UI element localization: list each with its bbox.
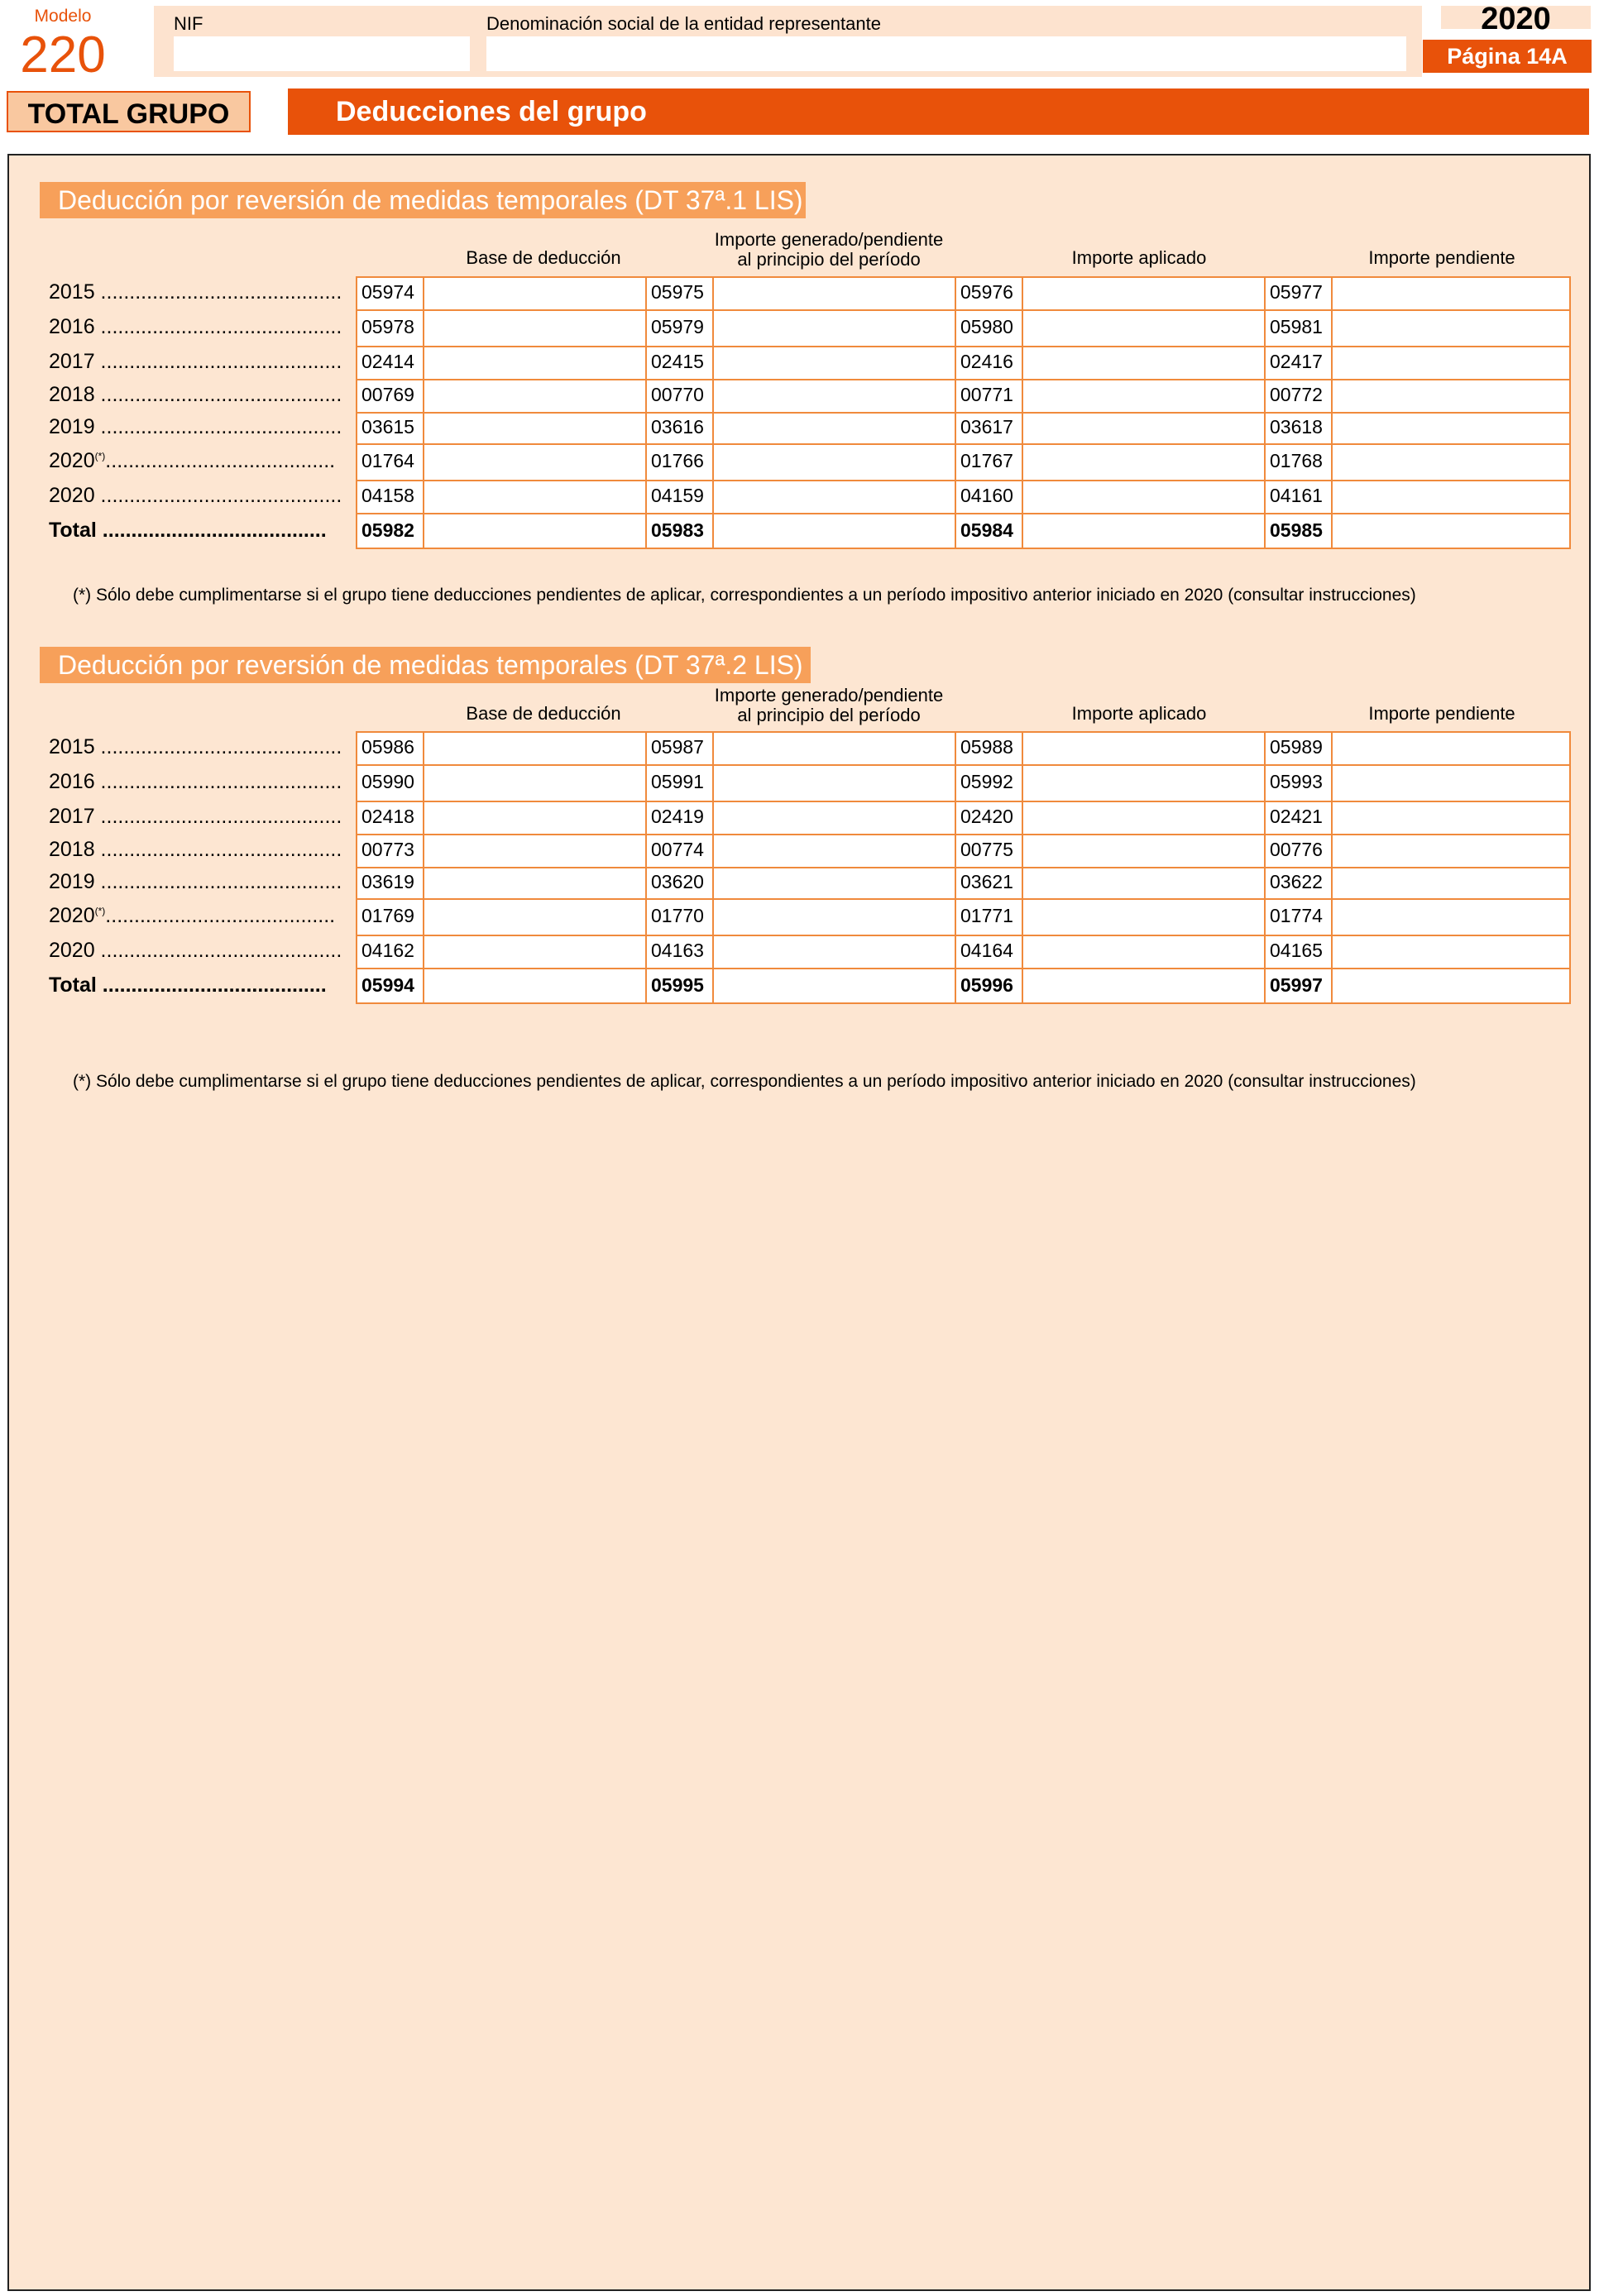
row-label: 2015 .......................................... (49, 280, 342, 304)
box-code: 03616 (651, 416, 704, 438)
box-code: 01771 (960, 905, 1013, 926)
amount-input[interactable] (715, 803, 953, 831)
amount-input[interactable] (715, 348, 953, 376)
row-label: 2017 .......................................... (49, 805, 342, 828)
row-label-year: 2020 (49, 904, 95, 927)
amount-input[interactable] (1333, 279, 1568, 307)
amount-input[interactable] (1333, 482, 1568, 510)
amount-input[interactable] (1333, 348, 1568, 376)
amount-input[interactable] (1024, 312, 1262, 343)
amount-input[interactable] (425, 279, 644, 307)
column-header-pendiente: Importe pendiente (1368, 247, 1515, 268)
column-header-generado-line2: al principio del período (737, 249, 921, 270)
amount-input[interactable] (1024, 901, 1262, 932)
column-header-aplicado: Importe aplicado (1071, 247, 1207, 268)
box-code: 00773 (361, 839, 414, 860)
box-code: 04164 (960, 940, 1013, 961)
amount-input[interactable] (1024, 869, 1262, 896)
nif-input[interactable] (174, 36, 470, 71)
amount-input[interactable] (715, 414, 953, 441)
footnote: (*) Sólo debe cumplimentarse si el grupo tiene deducciones pendientes de aplicar, correspondientes a un período impositivo anterior iniciado en 2020 (consultar instrucciones) (73, 1072, 1416, 1091)
box-code: 00776 (1270, 839, 1323, 860)
amount-input[interactable] (715, 767, 953, 798)
box-code: 05993 (1270, 771, 1323, 792)
box-code: 04159 (651, 485, 704, 506)
box-code: 05991 (651, 771, 704, 792)
amount-input[interactable] (425, 348, 644, 376)
section-title: Deducciones del grupo (288, 88, 1589, 135)
amount-input[interactable] (1024, 803, 1262, 831)
amount-input[interactable] (425, 970, 644, 1002)
amount-input[interactable] (1024, 767, 1262, 798)
row-label: 2019 .......................................... (49, 870, 342, 893)
box-code: 01764 (361, 450, 414, 471)
table-hline (356, 764, 1571, 766)
box-code: 05988 (960, 736, 1013, 758)
subsection-title: Deducción por reversión de medidas temporales (DT 37ª.2 LIS) (40, 647, 811, 683)
box-code: 05975 (651, 281, 704, 303)
box-code: 00772 (1270, 384, 1323, 405)
box-code: 02414 (361, 351, 414, 372)
amount-input[interactable] (715, 901, 953, 932)
box-code: 02421 (1270, 806, 1323, 827)
row-label: 2018 .......................................... (49, 383, 342, 406)
box-code: 05982 (361, 519, 414, 541)
row-label-footnote-mark: (*) (94, 450, 106, 462)
row-label: Total ....................................... (49, 519, 327, 542)
row-label-leader: ........................................ (105, 904, 336, 927)
box-code: 04160 (960, 485, 1013, 506)
table-hline (356, 346, 1571, 347)
box-code: 05989 (1270, 736, 1323, 758)
row-label: 2020 .......................................... (49, 939, 342, 962)
amount-input[interactable] (715, 482, 953, 510)
amount-input[interactable] (1024, 482, 1262, 510)
column-header-generado-line1: Importe generado/pendiente (714, 229, 944, 250)
amount-input[interactable] (715, 836, 953, 864)
amount-input[interactable] (1333, 836, 1568, 864)
amount-input[interactable] (425, 734, 644, 762)
amount-input[interactable] (1024, 279, 1262, 307)
amount-input[interactable] (425, 515, 644, 547)
column-header-base: Base de deducción (466, 703, 621, 724)
box-code: 01769 (361, 905, 414, 926)
amount-input[interactable] (425, 937, 644, 965)
table-hline (356, 898, 1571, 900)
amount-input[interactable] (715, 734, 953, 762)
amount-input[interactable] (715, 279, 953, 307)
box-code: 05984 (960, 519, 1013, 541)
box-code: 03618 (1270, 416, 1323, 438)
box-code: 00771 (960, 384, 1013, 405)
year: 2020 (1481, 2, 1551, 36)
box-code: 04162 (361, 940, 414, 961)
amount-input[interactable] (1333, 414, 1568, 441)
total-grupo-badge: TOTAL GRUPO (7, 91, 251, 132)
amount-input[interactable] (1333, 515, 1568, 547)
box-code: 02417 (1270, 351, 1323, 372)
table-hline (356, 412, 1571, 414)
table-hline (356, 834, 1571, 835)
box-code: 04163 (651, 940, 704, 961)
amount-input[interactable] (425, 381, 644, 409)
amount-input[interactable] (425, 312, 644, 343)
table-hline (356, 443, 1571, 445)
row-label-year: 2020 (49, 449, 95, 472)
amount-input[interactable] (1024, 734, 1262, 762)
box-code: 05974 (361, 281, 414, 303)
box-code: 03619 (361, 871, 414, 892)
box-code: 05978 (361, 316, 414, 337)
amount-input[interactable] (1333, 446, 1568, 477)
table-hline (356, 309, 1571, 311)
box-code: 05980 (960, 316, 1013, 337)
row-label: 2018 .......................................... (49, 838, 342, 861)
denominacion-input[interactable] (486, 36, 1406, 71)
box-code: 03617 (960, 416, 1013, 438)
amount-input[interactable] (1024, 515, 1262, 547)
box-code: 05986 (361, 736, 414, 758)
amount-input[interactable] (425, 767, 644, 798)
box-code: 05985 (1270, 519, 1323, 541)
box-code: 01770 (651, 905, 704, 926)
amount-input[interactable] (1024, 446, 1262, 477)
column-header-pendiente: Importe pendiente (1368, 703, 1515, 724)
amount-input[interactable] (1333, 312, 1568, 343)
column-header-base: Base de deducción (466, 247, 621, 268)
box-code: 04161 (1270, 485, 1323, 506)
amount-input[interactable] (1333, 381, 1568, 409)
row-label: 2015 .......................................... (49, 735, 342, 758)
table-hline (356, 968, 1571, 969)
row-label: 2019 .......................................... (49, 415, 342, 438)
denominacion-label: Denominación social de la entidad representante (486, 13, 881, 34)
box-code: 05992 (960, 771, 1013, 792)
box-code: 02420 (960, 806, 1013, 827)
page-number: Página 14A (1423, 40, 1592, 73)
box-code: 05994 (361, 974, 414, 996)
row-label: 2020 .......................................... (49, 484, 342, 507)
table-hline (356, 379, 1571, 380)
box-code: 02416 (960, 351, 1013, 372)
amount-input[interactable] (715, 312, 953, 343)
subsection-title: Deducción por reversión de medidas temporales (DT 37ª.1 LIS) (40, 182, 806, 218)
box-code: 01766 (651, 450, 704, 471)
amount-input[interactable] (425, 482, 644, 510)
column-header-generado-line1: Importe generado/pendiente (714, 685, 944, 706)
box-code: 02418 (361, 806, 414, 827)
amount-input[interactable] (715, 381, 953, 409)
amount-input[interactable] (425, 446, 644, 477)
amount-input[interactable] (715, 970, 953, 1002)
nif-label: NIF (174, 13, 203, 34)
amount-input[interactable] (1024, 348, 1262, 376)
box-code: 05996 (960, 974, 1013, 996)
amount-input[interactable] (1024, 970, 1262, 1002)
box-code: 02419 (651, 806, 704, 827)
box-code: 01767 (960, 450, 1013, 471)
box-code: 02415 (651, 351, 704, 372)
row-label-leader: ........................................ (105, 449, 336, 472)
table-hline (356, 801, 1571, 802)
table-hline (356, 480, 1571, 481)
box-code: 05979 (651, 316, 704, 337)
amount-input[interactable] (1333, 901, 1568, 932)
amount-input[interactable] (1024, 381, 1262, 409)
table-hline (356, 867, 1571, 868)
amount-input[interactable] (1024, 937, 1262, 965)
box-code: 03621 (960, 871, 1013, 892)
box-code: 01768 (1270, 450, 1323, 471)
box-code: 05995 (651, 974, 704, 996)
amount-input[interactable] (1333, 869, 1568, 896)
amount-input[interactable] (1333, 937, 1568, 965)
amount-input[interactable] (715, 869, 953, 896)
box-code: 03622 (1270, 871, 1323, 892)
box-code: 03615 (361, 416, 414, 438)
amount-input[interactable] (1333, 803, 1568, 831)
box-code: 04165 (1270, 940, 1323, 961)
amount-input[interactable] (715, 446, 953, 477)
box-code: 00775 (960, 839, 1013, 860)
row-label (49, 449, 355, 473)
amount-input[interactable] (425, 869, 644, 896)
box-code: 05983 (651, 519, 704, 541)
box-code: 05997 (1270, 974, 1323, 996)
box-code: 05977 (1270, 281, 1323, 303)
column-header-generado (688, 230, 969, 270)
box-code: 00774 (651, 839, 704, 860)
amount-input[interactable] (1024, 836, 1262, 864)
amount-input[interactable] (715, 515, 953, 547)
row-label: 2016 .......................................... (49, 315, 342, 338)
column-header-aplicado: Importe aplicado (1071, 703, 1207, 724)
box-code: 03620 (651, 871, 704, 892)
box-code: 01774 (1270, 905, 1323, 926)
box-code: 00770 (651, 384, 704, 405)
column-header-generado-line2: al principio del período (737, 705, 921, 725)
row-label: 2017 .......................................... (49, 350, 342, 373)
amount-input[interactable] (1333, 970, 1568, 1002)
modelo-label: Modelo (34, 7, 92, 26)
box-code: 05976 (960, 281, 1013, 303)
amount-input[interactable] (425, 901, 644, 932)
row-label-footnote-mark: (*) (94, 905, 106, 917)
amount-input[interactable] (1333, 734, 1568, 762)
box-code: 05981 (1270, 316, 1323, 337)
table-hline (356, 935, 1571, 936)
amount-input[interactable] (1024, 414, 1262, 441)
table-hline (356, 513, 1571, 514)
row-label: 2016 .......................................... (49, 770, 342, 793)
box-code: 05990 (361, 771, 414, 792)
amount-input[interactable] (1333, 767, 1568, 798)
row-label (49, 904, 355, 928)
modelo-number: 220 (20, 26, 106, 84)
amount-input[interactable] (715, 937, 953, 965)
row-label: Total ....................................... (49, 973, 327, 997)
box-code: 05987 (651, 736, 704, 758)
box-code: 00769 (361, 384, 414, 405)
amount-input[interactable] (425, 414, 644, 441)
amount-input[interactable] (425, 836, 644, 864)
footnote: (*) Sólo debe cumplimentarse si el grupo tiene deducciones pendientes de aplicar, correspondientes a un período impositivo anterior iniciado en 2020 (consultar instrucciones) (73, 586, 1416, 605)
box-code: 04158 (361, 485, 414, 506)
column-header-generado (688, 686, 969, 725)
amount-input[interactable] (425, 803, 644, 831)
